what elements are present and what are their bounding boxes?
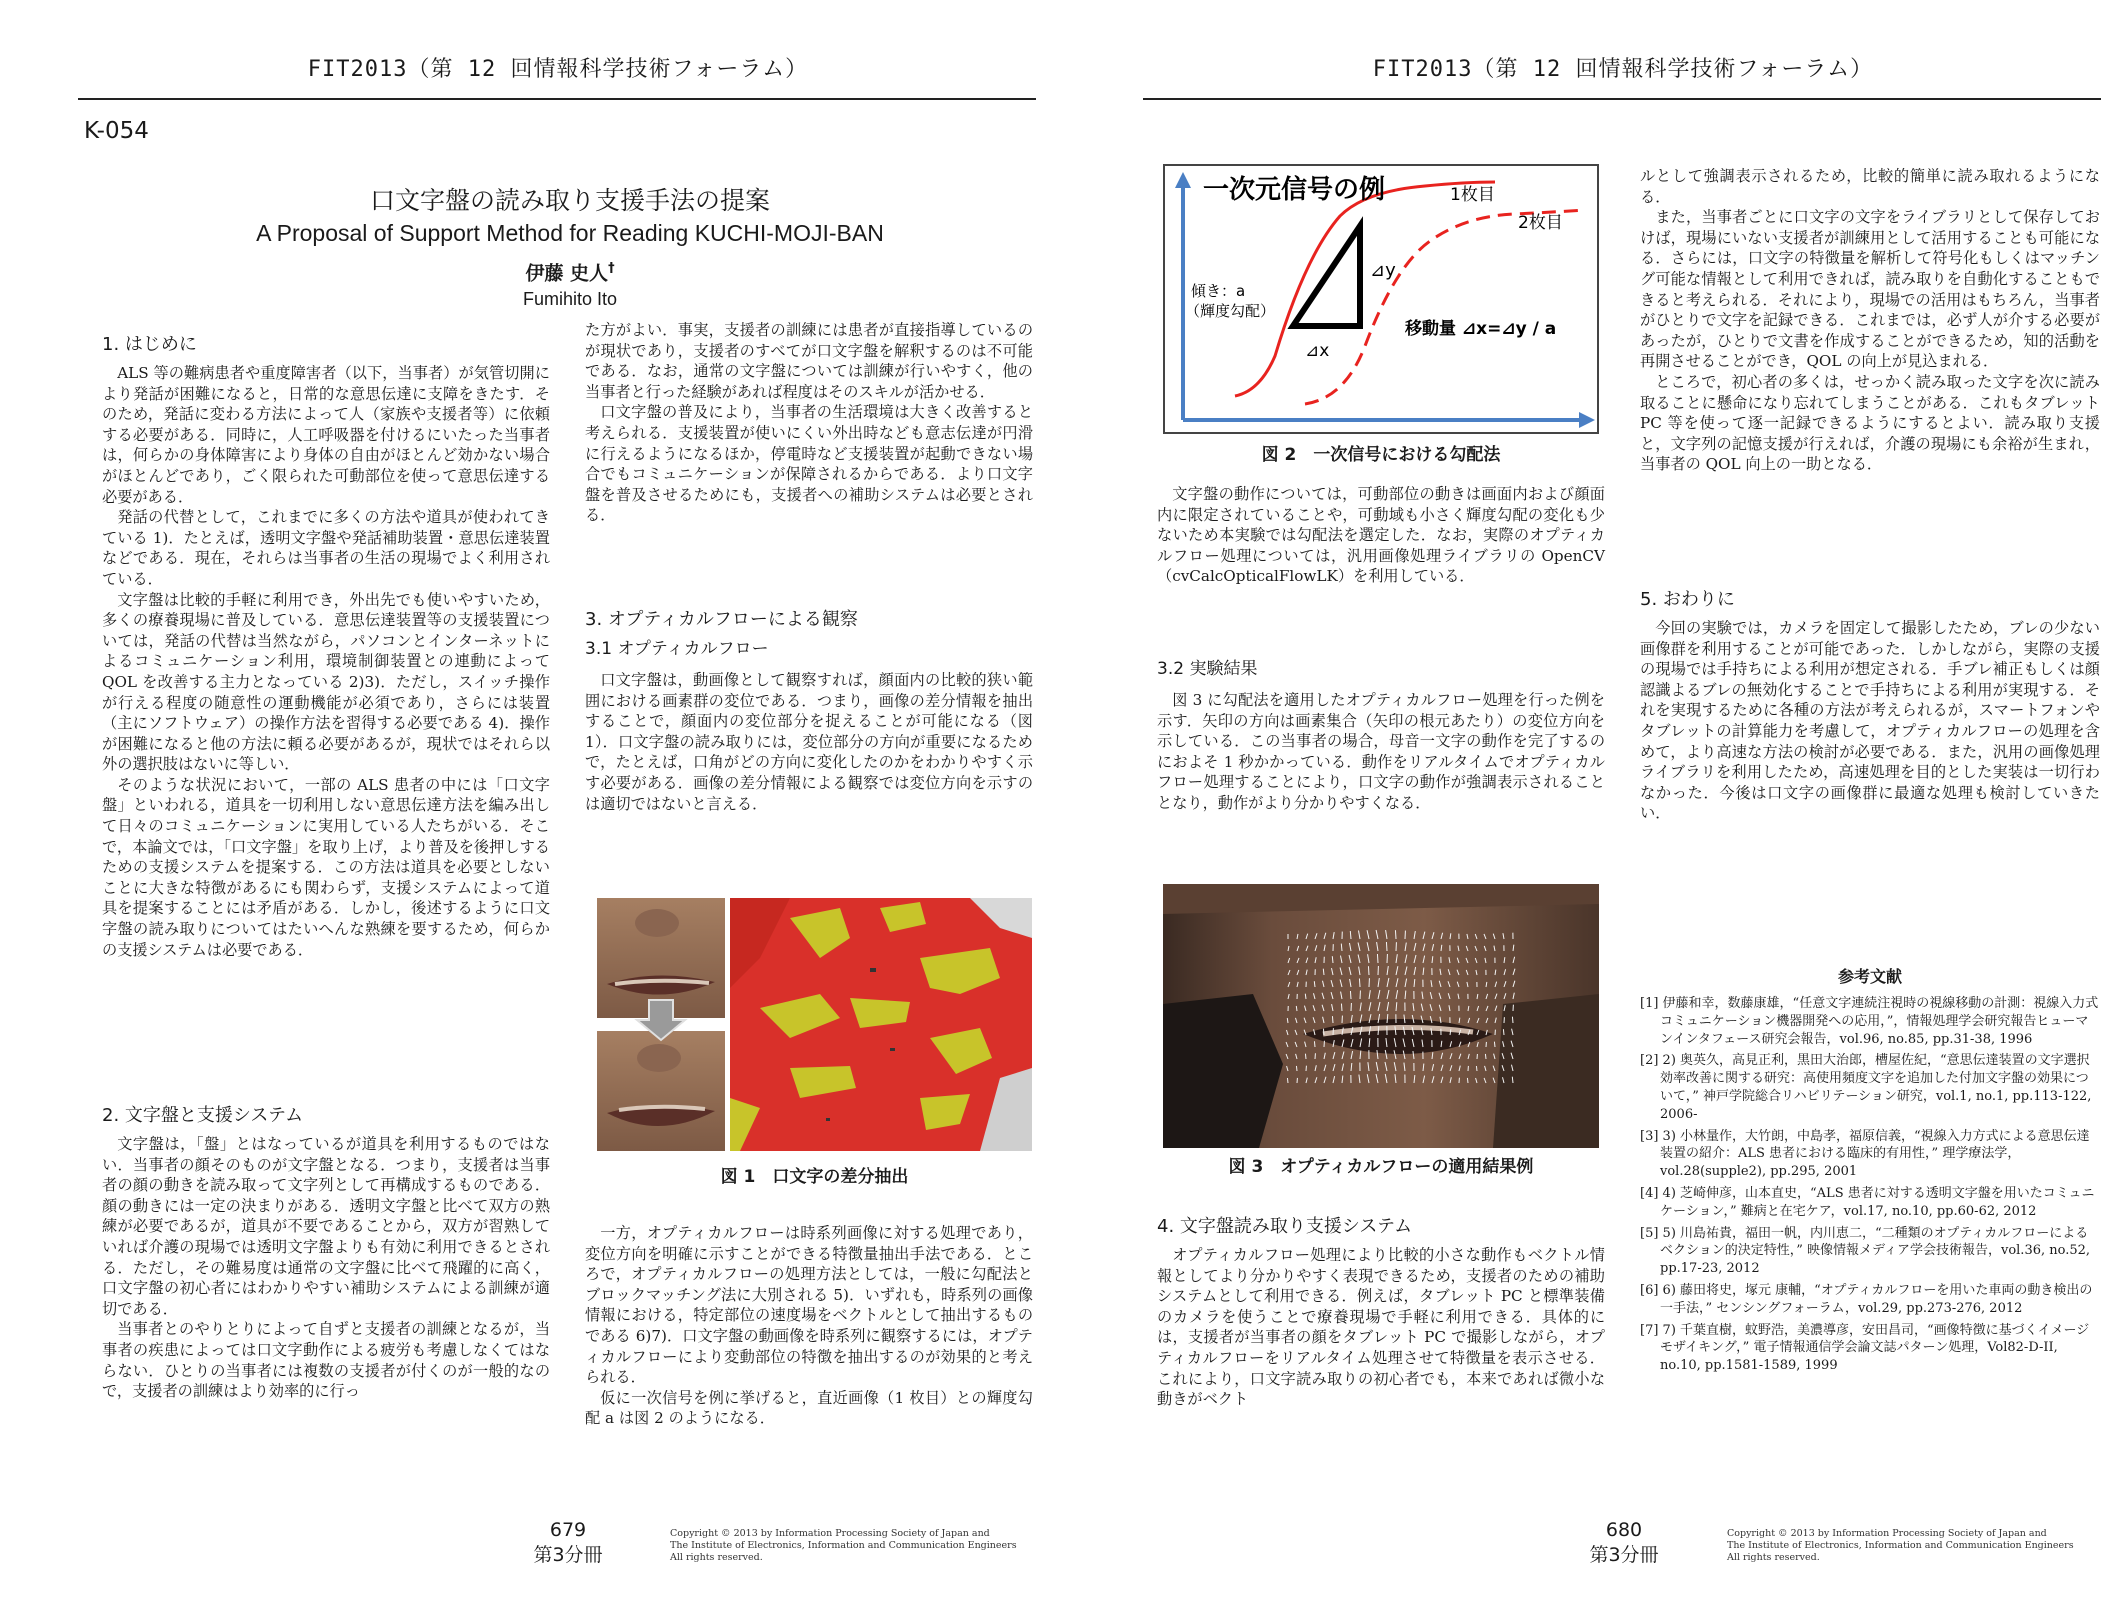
- flow-vector: [1305, 1054, 1306, 1059]
- column-4-top: [1640, 166, 2100, 475]
- column-1-section-2: [102, 1104, 550, 1402]
- running-header: FIT2013（第 12 回情報科学技術フォーラム）: [1372, 57, 1874, 82]
- s2-para: 文字盤は，「盤」とはなっているが道具を利用するものではない．当事者の顔そのものが文字盤となる．つまり，支援者は当事者の顔の動きを読み取って文字列として再構成するものである．顔の動きには一定の決まりがある．透明文字盤と比べて双方の熟練が必要であるが，道具が不要であることから，双方が習熟していれば介護の現場では透明文字盤よりも有効に利用できるとされる．ただし，その難易度は通常の文字盤に比べて飛躍的に高く，口文字盤の初心者にはわかりやすい補助システムによる訓練が適切である．: [102, 1135, 550, 1318]
- figure-2-move: 移動量 ⊿x=⊿y / a: [1405, 319, 1557, 339]
- reference-item: [4] 4) 芝崎伸彦，山本直史，“ALS 患者に対する透明文字盤を用いたコミュニケーション，” 難病と在宅ケア，vol.17, no.10, pp.60-62, 2012: [1640, 1185, 2095, 1219]
- title-jp: 口文字盤の読み取り支援手法の提案: [369, 186, 770, 215]
- flow-vector: [1323, 1029, 1324, 1035]
- flow-vector: [1395, 930, 1396, 939]
- reference-item: [5] 5) 川島祐貴，福田一帆，内川恵二，“二種類のオプティカルフローによるベクション的決定特性，” 映像情報メディア学会技術報告，vol.36, no.52, pp.17-23, 2012: [1640, 1225, 2091, 1277]
- flow-vector: [1314, 981, 1315, 987]
- header-rule: [78, 98, 1036, 100]
- s2-para: 当事者とのやりとりによって自ずと支援者の訓練となるが，当事者の疾患によっては口文字動作による疲労も考慮しなくてはならない．ひとりの当事者には複数の支援者が付くのが一般的なので，支援者の訓練はより効率的に行っ: [102, 1320, 550, 1401]
- flow-vector: [1305, 994, 1306, 999]
- figure-2-label-1: 1枚目: [1450, 185, 1495, 205]
- copyright-right: Copyright © 2013 by Information Processing Society of Japan and The Institute of Electronics, Information and Communication Engineers All rights reserved.: [1727, 1528, 2074, 1563]
- author-en: Fumihito Ito: [522, 289, 618, 310]
- c2b-para: 一方，オプティカルフローは時系列画像に対する処理であり，変位方向を明確に示すことができる特徴量抽出手法である．ところで，オプティカルフローの処理方法としては，一般に勾配法とブロックマッチング法に大別される 5)．いずれも，時系列の画像情報における，特定部位の速度場をベクトルとして抽出するものである 6)7)．口文字盤の動画像を時系列に観察するには，オプティカルフローにより変動部位の特徴を抽出するのが効果的と考えられる．: [585, 1224, 1033, 1387]
- s1-para: 文字盤は比較的手軽に利用でき，外出先でも使いやすいため，多くの療養現場に普及している．意思伝達装置等の支援装置については，発話の代替は当然ながら，パソコンとインターネットによるコミュニケーション利用，環境制御装置との連動によって QOL を改善する主力となっている 2)3)．ただし，スイッチ操作が行える程度の随意性の運動機能が必須であり，さらには装置（主にソフトウェア）の操作方法を習得する必要である 4)．操作が困難になると他の方法に頼る必要があるが，現状ではそれら以外の選択肢はないに等しい．: [102, 590, 550, 774]
- s1-para: そのような状況において，一部の ALS 患者の中には「口文字盤」といわれる，道具を一切利用しない意思伝達方法を編み出して日々のコミュニケーションに実用している人たちがいる．そこで，本論文では，「口文字盤」を取り上げ，より普及を後押しするための支援システムを提案する．この方法は道具を必要としないことに大きな特徴があるにも関わらず，支援システムによって道具を提案することには矛盾がある．しかし，後述するように口文字盤の読み取りについてはたいへんな熟練を要するため，何らかの支援システムは必要である．: [102, 775, 550, 959]
- c2-para: た方がよい．事実，支援者の訓練には患者が直接指導しているのが現状であり，支援者のすべてが口文字盤を解釈するのは不可能である．なお，通常の文字盤については訓練が行いやすく，他の当事者と行った経験があれば程度はそのスキルが活かせる．: [585, 321, 1033, 401]
- running-header: FIT2013（第 12 回情報科学技術フォーラム）: [307, 57, 809, 82]
- section-4-heading: 4. 文字盤読み取り支援システム: [1157, 1216, 1413, 1237]
- s5-para: 今回の実験では，カメラを固定して撮影したため，ブレの少ない画像群を利用することが可能であった．しかしながら，実際の支援の現場では手持ちによる利用が想定される．手ブレ補正もしくは顔認識よるブレの無効化することで手持ちによる利用が実現する．それを実現するために各種の方法が考えられるが，スマートフォンやタブレットの計算能力を考慮して，オプティカルフローの処理を含めて，より高速な方法の検討が必要である．また，汎用の画像処理ライブラリを利用したため，高速処理を目的とした実装は一切行わなかった．今後は口文字の画像群に最適な処理も検討していきたい．: [1640, 619, 2100, 823]
- flow-vector: [1494, 1042, 1495, 1047]
- section-2-heading: 2. 文字盤と支援システム: [102, 1105, 304, 1126]
- title-en: A Proposal of Support Method for Reading KUCHI-MOJI-BAN: [256, 220, 884, 246]
- figure-3-photo: [1163, 884, 1599, 1148]
- c4a-para: また，当事者ごとに口文字の文字をライブラリとして保存しておけば，現場にいない支援者が訓練用として活用することも可能になる．さらには，口文字の特徴量を解析して符号化もしくはマッチング可能な情報として利用できれば，読み取りを自動化することもできると考えられる．それにより，現場での活用はもちろん，当事者がひとりで文字を記録できる．これまでは，必ず人が介する必要があったが，ひとりで文書を作成することができるため，知的活動を再開させることができ，QOL の向上が見込まれる．: [1640, 208, 2100, 371]
- header-rule: [1143, 98, 2101, 100]
- flow-vector: [1296, 1066, 1297, 1071]
- figure-3-caption: 図 3 オプティカルフローの適用結果例: [1228, 1157, 1534, 1177]
- paper-code: K-054: [84, 118, 149, 144]
- s32-para: 図 3 に勾配法を適用したオプティカルフロー処理を行った例を示す．矢印の方向は画素集合（矢印の根元あたり）の変位方向を示している．この当事者の場合，母音一文字の動作を完了するのにおよそ 1 秒かかっている．動作をリアルタイムでオプティカルフロー処理することにより，口文字の動作が強調表示されることとなり，動作がより分かりやすくなる．: [1157, 691, 1605, 812]
- figure-2-dx: ⊿x: [1305, 341, 1330, 361]
- flow-vector: [1512, 1077, 1513, 1083]
- page-number-right: 680 第3分冊: [1589, 1519, 1659, 1566]
- section-3-2-heading: 3.2 実験結果: [1157, 659, 1258, 679]
- figure-2-slope-sub: （輝度勾配）: [1185, 302, 1276, 320]
- figure-2-diagram: [1163, 164, 1599, 434]
- figure-1-face-frames: [597, 898, 725, 1151]
- column-3-section-4: [1157, 1215, 1605, 1410]
- column-3-section-3-2: [1157, 658, 1605, 814]
- section-5-heading: 5. おわりに: [1640, 589, 1735, 610]
- figure-2-label-2: 2枚目: [1518, 213, 1563, 233]
- c4a-para: ルとして強調表示されるため，比較的簡単に読み取れるようになる．: [1640, 167, 2100, 206]
- figure-1-diff-image: [730, 898, 1032, 1151]
- flow-vector: [1287, 1078, 1288, 1083]
- flow-vector: [1377, 954, 1378, 963]
- flow-vector: [1476, 1066, 1477, 1071]
- flow-vector: [1341, 944, 1342, 951]
- section-1-heading: 1. はじめに: [102, 334, 197, 355]
- copyright-left: Copyright © 2013 by Information Processing Society of Japan and The Institute of Electronics, Information and Communication Engineers All rights reserved.: [670, 1528, 1017, 1563]
- column-4-section-5: [1640, 588, 2100, 824]
- section-3-1-heading: 3.1 オプティカルフロー: [585, 639, 769, 659]
- flow-vector: [1359, 979, 1360, 987]
- c2b-para: 仮に一次信号を例に挙げると，直近画像（1 枚目）との輝度勾配 a は図 2 のようになる．: [585, 1388, 1033, 1428]
- s1-para: 発話の代替として，これまでに多くの方法や道具が使われてきている 1)．たとえば，透明文字盤や発話補助装置・意思伝達装置などである．現在，それらは当事者の生活の現場でよく利用されている．: [102, 508, 550, 588]
- references-heading: 参考文献: [1837, 967, 1902, 986]
- s4-para: オプティカルフロー処理により比較的小さな動作もベクトル情報としてより分かりやすく表現できるため，支援者のための補助システムとして利用できる．例えば，タブレット PC と標準装備のカメラを使うことで療養現場で手軽に利用できる．具体的には，支援者が当事者の顔をタブレット PC で撮影しながら，オプティカルフローをリアルタイム処理させて特徴量を表示させる．これにより，口文字読み取りの初心者でも，本来であれば微小な動きがベクト: [1157, 1246, 1605, 1409]
- section-3-heading: 3. オプティカルフローによる観察: [585, 609, 858, 630]
- figure-2-title: 一次元信号の例: [1203, 175, 1386, 205]
- flow-vector: [1314, 1041, 1315, 1047]
- figure-1-caption: 図 1 口文字の差分抽出: [720, 1167, 909, 1187]
- figure-2-dy: ⊿y: [1370, 260, 1396, 281]
- reference-item: [1] 伊藤和幸，数藤康雄，“任意文字連続注視時の視線移動の計測：視線入力式コミュニケーション機器開発への応用，”，情報処理学会研究報告ヒューマンインタフェース研究会報告，vol.96, no.85, pp.31-38, 1996: [1640, 996, 2099, 1047]
- flow-vector: [1368, 966, 1369, 975]
- flow-vector: [1467, 1078, 1468, 1083]
- flow-vector: [1350, 991, 1351, 999]
- s1-para: ALS 等の難病患者や重度障害者（以下，当事者）が気管切開により発話が困難になると，日常的な意思伝達に支障をきたす．そのため，発話に変わる方法によって人（家族や支援者等）に依頼する必要がある．同時に，人工呼吸器を付けるにいたった当事者は，何らかの身体障害により身体の自由がほとんど効かない場合がほとんどであり，ごく限られた可動部位を使って意思伝達する必要がある．: [102, 364, 550, 506]
- references: [1640, 964, 2100, 1379]
- reference-item: [6] 6) 藤田将史，塚元 康輔，“オプティカルフローを用いた車両の動き検出の一手法，” センシングフォーラム，vol.29, pp.273-276, 2012: [1640, 1282, 2093, 1316]
- column-3-top: [1157, 484, 1605, 587]
- figure-2-slope: 傾き：a: [1191, 282, 1246, 300]
- c3a-para: 文字盤の動作については，可動部位の動きは画面内および顔面内に限定されていることや，可動域も小さく輝度勾配の変化も少ないため本実験では勾配法を選定した．なお，実際のオプティカルフロー処理については，汎用画像処理ライブラリの OpenCV（cvCalcOpticalFlowLK）を利用している．: [1157, 485, 1605, 586]
- flow-vector: [1503, 1029, 1504, 1035]
- column-2-section-3: [585, 608, 1033, 814]
- reference-item: [2] 2) 奥英久，高見正利，黒田大治郎，槽屋佐紀，“意思伝達装置の文字選択効率改善に関する研究：高使用頻度文字を追加した付加文字盤の効果について，” 神戸学院総合リハビリテーション研究，vol.1, no.1, pp.113-122, 2006-: [1640, 1053, 2092, 1122]
- flow-vector: [1323, 969, 1324, 975]
- column-2-top: [585, 320, 1033, 526]
- reference-item: [3] 3) 小林量作，大竹朗，中島孝，福原信義，“視線入力方式による意思伝達装置の紹介：ALS 患者における臨床的有用性，” 理学療法学，vol.28(supple2), pp.295, 2001: [1640, 1128, 2090, 1180]
- c4a-para: ところで，初心者の多くは，せっかく読み取った文字を次に読み取ることに懸命になり忘れてしまうことがある．これもタブレット PC 等を使って逐一記録できるようにするとよい．読み取り支援と，文字列の記憶支援が行えれば，介護の現場にも余裕が生まれ，当事者の QOL 向上の一助となる．: [1640, 372, 2100, 474]
- page-number-left: 679 第3分冊: [533, 1519, 603, 1566]
- column-1: [102, 333, 550, 960]
- reference-item: [7] 7) 千葉直樹，蚊野浩，美濃導彦，安田昌司，“画像特徴に基づくイメージモザイキング，” 電子情報通信学会論文誌パターン処理，Vol82-D-II, no.10, pp.1581-1589, 1999: [1640, 1322, 2090, 1374]
- flow-vector: [1485, 1054, 1486, 1059]
- flow-vector: [1386, 942, 1387, 951]
- title-block: [250, 184, 890, 312]
- flow-vector: [1350, 931, 1351, 939]
- s3-para: 口文字盤は，動画像として観察すれば，顔面内の比較的狭い範囲における画素群の変位である．つまり，画像の差分情報を抽出することで，顔面内の変位部分を捉えることが可能になる（図 1）．口文字盤の読み取りには，変位部分の方向が重要になるためで，たとえば，口角がどの方向に変化したのかをわかりやすく示す必要がある．画像の差分情報による観察では変位方向を示すのは適切ではないと言える．: [585, 671, 1033, 813]
- flow-vector: [1332, 956, 1333, 963]
- flow-vector: [1512, 1017, 1513, 1023]
- flow-vector: [1341, 1004, 1342, 1011]
- flow-vector: [1332, 1016, 1333, 1023]
- c2-para: 口文字盤の普及により，当事者の生活環境は大きく改善すると考えられる．支援装置が使いにくい外出時なども意志伝達が円滑に行えるようになるほか，停電時など支援装置が起動できない場合でもコミュニケーションが保障されるからである．より口文字盤を普及させるためにも，支援者への補助システムは必要とされる．: [585, 403, 1033, 525]
- column-2-bottom: [585, 1223, 1033, 1429]
- flow-vector: [1296, 1006, 1297, 1011]
- author-jp: 伊藤 史人†: [525, 261, 615, 285]
- flow-vector: [1287, 1018, 1288, 1023]
- figure-2-caption: 図 2 一次信号における勾配法: [1261, 445, 1501, 465]
